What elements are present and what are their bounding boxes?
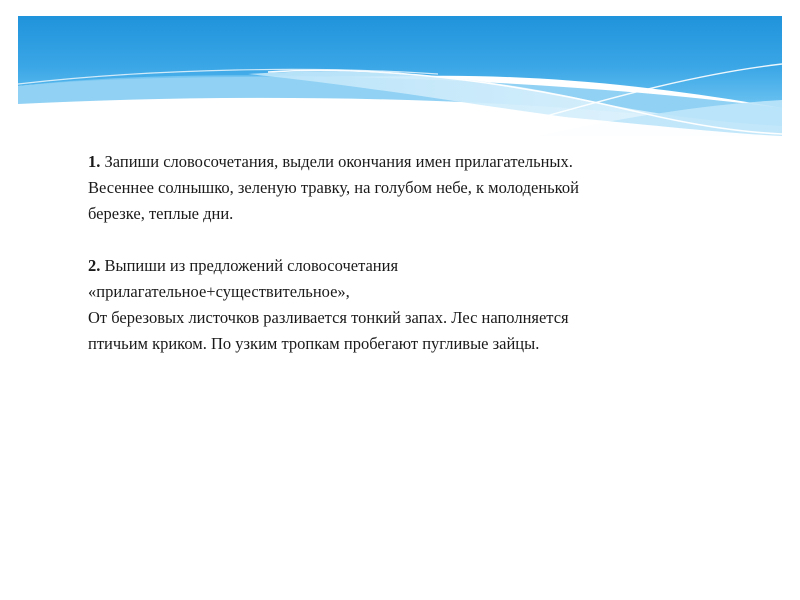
task-1-line-2: Весеннее солнышко, зеленую травку, на голубом небе, к молоденькой xyxy=(88,178,579,197)
slide-content xyxy=(88,149,728,357)
task-1-instruction: Запиши словосочетания, выдели окончания имен прилагательных. xyxy=(104,152,573,171)
header-wave-banner xyxy=(18,16,782,136)
task-2-line-4: птичьим криком. По узким тропкам пробегают пугливые зайцы. xyxy=(88,334,540,353)
task-2 xyxy=(88,253,728,357)
task-2-instruction: Выпиши из предложений словосочетания xyxy=(104,256,399,275)
task-2-line-3: От березовых листочков разливается тонкий запах. Лес наполняется xyxy=(88,308,569,327)
task-2-line-1 xyxy=(88,253,728,279)
task-1-number: 1. xyxy=(88,152,101,171)
task-1-line-1 xyxy=(88,149,728,175)
wave-decoration-graphic xyxy=(18,16,782,136)
task-2-line-2: «прилагательное+существительное», xyxy=(88,282,350,301)
task-2-number: 2. xyxy=(88,256,101,275)
task-1-line-3: березке, теплые дни. xyxy=(88,204,234,223)
task-1 xyxy=(88,149,728,227)
